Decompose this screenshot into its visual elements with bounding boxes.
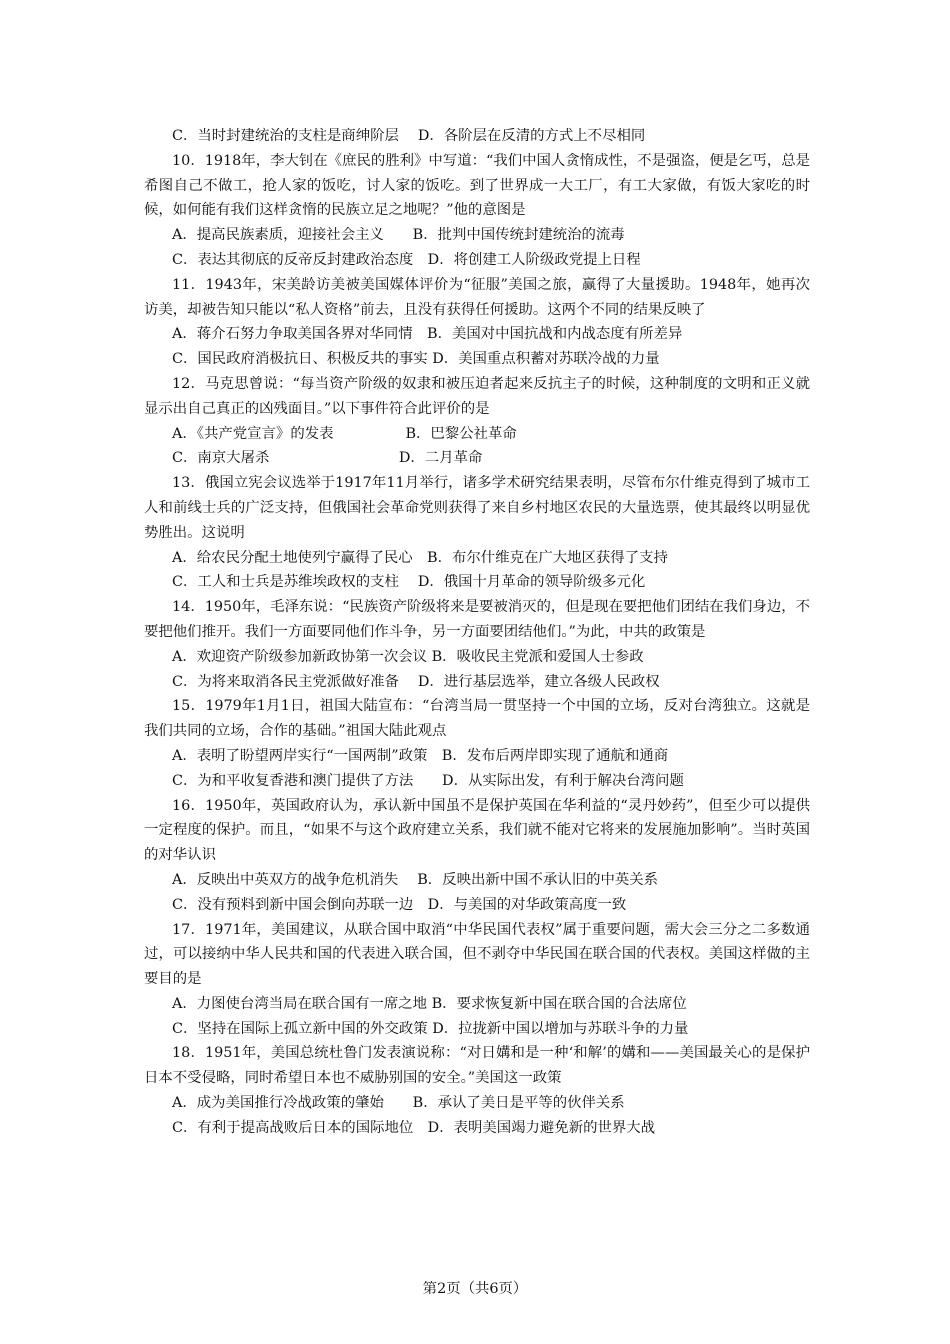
option-line: C．坚持在国际上孤立新中国的外交政策 D．拉拢新中国以增加与苏联斗争的力量 bbox=[172, 1020, 689, 1037]
question-17-stem: 17．1971年，美国建议，从联合国中取消“中华民国代表权”属于重要问题，需大会三分之二多数通过，可以接纳中华人民共和国的代表进入联合国，但不剥夺中华民国在联合国的代表权。美国这样做的主要目的是 bbox=[144, 921, 810, 988]
option-line: C．没有预料到新中国会倒向苏联一边 D．与美国的对华政策高度一致 bbox=[172, 896, 627, 913]
page-footer bbox=[0, 1279, 950, 1299]
question-list bbox=[144, 124, 810, 1141]
option-line: C．工人和士兵是苏维埃政权的支柱 D．俄国十月革命的领导阶级多元化 bbox=[172, 574, 646, 591]
question-13-stem: 13．俄国立宪会议选举于1917年11月举行，诸多学术研究结果表明，尽管布尔什维克得到了城市工人和前线士兵的广泛支持，但俄国社会革命党则获得了来自乡村地区农民的大量选票，使其最终以明显优势胜出。这说明 bbox=[144, 475, 810, 541]
option-line: C．南京大屠杀 D．二月革命 bbox=[172, 450, 483, 467]
question-18-stem: 18．1951年，美国总统杜鲁门发表演说称：“对日媾和是一种‘和解’的媾和——美国最关心的是保护日本不受侵略，同时希望日本也不威胁别国的安全。”美国这一政策 bbox=[144, 1045, 810, 1087]
question-12-stem: 12．马克思曾说：“每当资产阶级的奴隶和被压迫者起来反抗主子的时候，这种制度的文明和正义就显示出自己真正的凶残面目。”以下事件符合此评价的是 bbox=[144, 375, 810, 417]
option-line: C．为和平收复香港和澳门提供了方法 D．从实际出发，有利于解决台湾问题 bbox=[172, 772, 684, 789]
option-line: A．欢迎资产阶级参加新政协第一次会议 B．吸收民主党派和爱国人士参政 bbox=[172, 648, 644, 665]
option-line: A．力图使台湾当局在联合国有一席之地 B．要求恢复新中国在联合国的合法席位 bbox=[172, 995, 687, 1012]
option-line: A．成为美国推行冷战政策的肇始 B．承认了美日是平等的伙伴关系 bbox=[172, 1095, 625, 1112]
page-number: 第2页（共6页） bbox=[422, 1281, 528, 1297]
option-line: A．反映出中英双方的战争危机消失 B．反映出新中国不承认旧的中英关系 bbox=[172, 871, 659, 888]
option-line: C．当时封建统治的支柱是商绅阶层 D．各阶层在反清的方式上不尽相同 bbox=[172, 128, 646, 144]
option-line: C．有利于提高战败后日本的国际地位 D．表明美国竭力避免新的世界大战 bbox=[172, 1119, 656, 1136]
option-line: A．提高民族素质，迎接社会主义 B．批判中国传统封建统治的流毒 bbox=[172, 227, 625, 244]
option-line: A．表明了盼望两岸实行“一国两制”政策 B．发布后两岸即实现了通航和通商 bbox=[172, 747, 669, 764]
option-line: C．表达其彻底的反帝反封建政治态度 D．将创建工人阶级政党提上日程 bbox=[172, 251, 641, 268]
question-15-stem: 15．1979年1月1日，祖国大陆宣布：“台湾当局一贯坚持一个中国的立场，反对台湾独立。这就是我们共同的立场，合作的基础。”祖国大陆此观点 bbox=[144, 698, 810, 740]
question-10-stem: 10．1918年，李大钊在《庶民的胜利》中写道：“我们中国人贪惰成性，不是强盗，便是乞丐，总是希图自己不做工，抢人家的饭吃，讨人家的饭吃。到了世界成一大工厂，有工大家做，有饭大家吃的时候，如何能有我们这样贪惰的民族立足之地呢？”他的意图是 bbox=[144, 152, 810, 219]
option-line: C．为将来取消各民主党派做好准备 D．进行基层选举，建立各级人民政权 bbox=[172, 673, 660, 690]
option-line: A．《共产党宣言》的发表 B．巴黎公社革命 bbox=[172, 425, 517, 442]
option-line: C．国民政府消极抗日、积极反共的事实 D．美国重点积蓄对苏联冷战的力量 bbox=[172, 351, 660, 368]
question-16-stem: 16．1950年，英国政府认为，承认新中国虽不是保护英国在华利益的“灵丹妙药”，但至少可以提供一定程度的保护。而且，“如果不与这个政府建立关系，我们就不能对它将来的发展施加影响”。当时英国的对华认识 bbox=[144, 797, 810, 864]
question-14-stem: 14．1950年，毛泽东说：“民族资产阶级将来是要被消灭的，但是现在要把他们团结在我们身边，不要把他们推开。我们一方面要同他们作斗争，另一方面要团结他们。”为此，中共的政策是 bbox=[144, 599, 810, 640]
option-line: A．给农民分配土地使列宁赢得了民心 B．布尔什维克在广大地区获得了支持 bbox=[172, 549, 668, 566]
question-11-stem: 11．1943年，宋美龄访美被美国媒体评价为“征服”美国之旅，赢得了大量援助。1948年，她再次访美，却被告知只能以“私人资格”前去，且没有获得任何援助。这两个不同的结果反映了 bbox=[144, 276, 810, 318]
option-line: A．蒋介石努力争取美国各界对华同情 B．美国对中国抗战和内战态度有所差异 bbox=[172, 326, 683, 343]
